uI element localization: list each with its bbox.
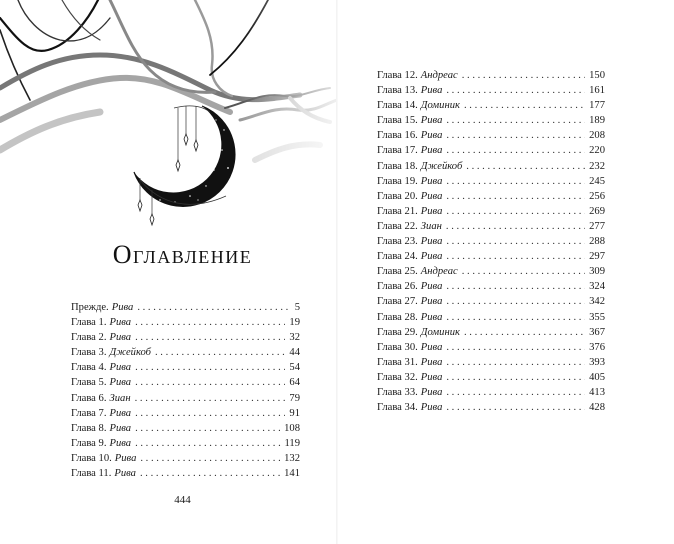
dot-leader [135, 330, 285, 345]
chapter-label: Глава 14. [377, 100, 418, 112]
dot-leader [446, 189, 585, 204]
toc-list-right [377, 68, 605, 415]
narrator-name: Рива [420, 402, 443, 414]
chapter-label: Глава 6. [71, 392, 107, 404]
page-reference: 54 [289, 362, 300, 374]
narrator-name: Рива [420, 145, 443, 157]
toc-entry [71, 436, 300, 451]
narrator-name: Доминик [420, 326, 460, 338]
chapter-label: Глава 17. [377, 145, 418, 157]
page-reference: 393 [589, 356, 605, 368]
narrator-name: Рива [420, 251, 443, 263]
toc-entry [377, 234, 605, 249]
narrator-name: Рива [420, 205, 443, 217]
toc-entry [71, 375, 300, 390]
toc-entry [377, 219, 605, 234]
toc-entry [377, 370, 605, 385]
chapter-label: Глава 24. [377, 251, 418, 263]
page-number: 444 [174, 494, 191, 506]
chapter-label: Глава 34. [377, 402, 418, 414]
narrator-name: Рива [420, 356, 443, 368]
dot-leader [446, 83, 585, 98]
chapter-label: Глава 29. [377, 326, 418, 338]
dot-leader [466, 159, 585, 174]
page-title: Оглавление [112, 240, 253, 269]
narrator-name: Рива [420, 296, 443, 308]
toc-entry [377, 355, 605, 370]
toc-entry [377, 159, 605, 174]
chapter-label: Глава 28. [377, 311, 418, 323]
page-reference: 141 [284, 468, 300, 480]
page-reference: 132 [284, 452, 300, 464]
chapter-label: Глава 7. [71, 407, 107, 419]
chapter-label: Глава 2. [71, 332, 107, 344]
toc-entry [377, 279, 605, 294]
page-reference: 177 [589, 100, 605, 112]
toc-entry [377, 400, 605, 415]
chapter-label: Глава 13. [377, 85, 418, 97]
dot-leader [446, 385, 585, 400]
dot-leader [135, 406, 285, 421]
dot-leader [446, 219, 585, 234]
narrator-name: Джейкоб [109, 347, 151, 359]
toc-entry [377, 143, 605, 158]
chapter-label: Глава 18. [377, 160, 418, 172]
dot-leader [446, 143, 585, 158]
narrator-name: Рива [109, 317, 132, 329]
dot-leader [135, 315, 285, 330]
chapter-label: Глава 19. [377, 175, 418, 187]
page-reference: 288 [589, 236, 605, 248]
narrator-name: Рива [109, 377, 132, 389]
toc-entry [71, 300, 300, 315]
narrator-name: Андреас [420, 266, 458, 278]
narrator-name: Доминик [420, 100, 460, 112]
chapter-label: Глава 3. [71, 347, 107, 359]
dot-leader [462, 68, 585, 83]
narrator-name: Рива [114, 452, 137, 464]
page-reference: 256 [589, 190, 605, 202]
toc-list-left [71, 300, 300, 481]
chapter-label: Глава 22. [377, 220, 418, 232]
dot-leader [140, 451, 280, 466]
chapter-label: Глава 5. [71, 377, 107, 389]
dot-leader [135, 436, 280, 451]
page-reference: 208 [589, 130, 605, 142]
dot-leader [464, 98, 585, 113]
narrator-name: Рива [109, 437, 132, 449]
chapter-label: Глава 31. [377, 356, 418, 368]
chapter-label: Прежде. [71, 302, 109, 313]
right-page [337, 0, 674, 544]
chapter-label: Глава 21. [377, 205, 418, 217]
page-reference: 150 [589, 70, 605, 81]
page-reference: 119 [284, 437, 300, 449]
page-reference: 277 [589, 220, 605, 232]
toc-entry [377, 264, 605, 279]
dot-leader [462, 264, 585, 279]
toc-entry [377, 385, 605, 400]
toc-entry [377, 174, 605, 189]
toc-entry [377, 340, 605, 355]
toc-entry [71, 421, 300, 436]
toc-entry [377, 83, 605, 98]
toc-entry [377, 310, 605, 325]
toc-entry [377, 189, 605, 204]
chapter-label: Глава 9. [71, 437, 107, 449]
narrator-name: Рива [420, 371, 443, 383]
dot-leader [446, 174, 585, 189]
narrator-name: Рива [109, 362, 132, 374]
page-reference: 5 [294, 302, 300, 313]
dot-leader [155, 345, 285, 360]
narrator-name: Джейкоб [420, 160, 463, 172]
toc-entry [71, 466, 300, 481]
page-reference: 324 [589, 281, 605, 293]
toc-entry [377, 98, 605, 113]
page-reference: 245 [589, 175, 605, 187]
page-reference: 220 [589, 145, 605, 157]
dot-leader [464, 325, 585, 340]
chapter-label: Глава 20. [377, 190, 418, 202]
chapter-label: Глава 23. [377, 236, 418, 248]
page-reference: 413 [589, 386, 605, 398]
narrator-name: Рива [420, 236, 443, 248]
dot-leader [137, 300, 290, 315]
dot-leader [135, 391, 286, 406]
chapter-label: Глава 33. [377, 386, 418, 398]
page-reference: 64 [289, 377, 300, 389]
page-reference: 161 [589, 85, 605, 97]
page-reference: 44 [289, 347, 300, 359]
toc-entry [377, 128, 605, 143]
toc-entry [377, 294, 605, 309]
dot-leader [446, 400, 585, 415]
toc-entry [377, 325, 605, 340]
toc-entry [71, 315, 300, 330]
chapter-label: Глава 25. [377, 266, 418, 278]
page-reference: 232 [589, 160, 605, 172]
toc-entry [71, 391, 300, 406]
narrator-name: Рива [111, 302, 134, 313]
narrator-name: Зиан [420, 220, 442, 232]
toc-entry [71, 330, 300, 345]
dot-leader [446, 340, 585, 355]
chapter-label: Глава 8. [71, 422, 107, 434]
dot-leader [446, 355, 585, 370]
dot-leader [446, 249, 585, 264]
toc-entry [71, 406, 300, 421]
dot-leader [446, 234, 585, 249]
chapter-label: Глава 15. [377, 115, 418, 127]
crescent-moon-icon [134, 106, 235, 225]
toc-entry [377, 113, 605, 128]
narrator-name: Рива [109, 332, 132, 344]
narrator-name: Рива [420, 311, 443, 323]
narrator-name: Рива [420, 85, 443, 97]
dot-leader [140, 466, 280, 481]
chapter-label: Глава 10. [71, 452, 112, 464]
narrator-name: Рива [420, 386, 443, 398]
page-reference: 91 [289, 407, 300, 419]
narrator-name: Зиан [109, 392, 131, 404]
decorative-branches-illustration [0, 0, 337, 235]
page-reference: 309 [589, 266, 605, 278]
chapter-label: Глава 4. [71, 362, 107, 374]
dot-leader [135, 360, 285, 375]
narrator-name: Рива [420, 281, 443, 293]
narrator-name: Рива [420, 341, 443, 353]
toc-entry [377, 204, 605, 219]
narrator-name: Рива [114, 468, 136, 480]
page-reference: 428 [589, 402, 605, 414]
dot-leader [446, 310, 585, 325]
page-reference: 297 [589, 251, 605, 263]
chapter-label: Глава 27. [377, 296, 418, 308]
narrator-name: Рива [420, 175, 443, 187]
page-reference: 19 [289, 317, 300, 329]
page-reference: 108 [284, 422, 300, 434]
narrator-name: Андреас [420, 70, 458, 81]
chapter-label: Глава 26. [377, 281, 418, 293]
page-reference: 342 [589, 296, 605, 308]
page-reference: 376 [589, 341, 605, 353]
dot-leader [446, 204, 585, 219]
narrator-name: Рива [109, 407, 132, 419]
page-reference: 189 [589, 115, 605, 127]
toc-entry [377, 249, 605, 264]
page-reference: 367 [589, 326, 605, 338]
page-reference: 405 [589, 371, 605, 383]
narrator-name: Рива [420, 190, 443, 202]
dot-leader [446, 113, 585, 128]
chapter-label: Глава 32. [377, 371, 418, 383]
dot-leader [135, 375, 285, 390]
narrator-name: Рива [420, 115, 443, 127]
chapter-label: Глава 16. [377, 130, 418, 142]
chapter-label: Глава 30. [377, 341, 418, 353]
dot-leader [446, 370, 585, 385]
page-reference: 355 [589, 311, 605, 323]
toc-entry [71, 345, 300, 360]
dot-leader [446, 294, 585, 309]
chapter-label: Глава 12. [377, 70, 418, 81]
page-reference: 269 [589, 205, 605, 217]
dot-leader [446, 279, 585, 294]
toc-entry [377, 68, 605, 83]
dot-leader [135, 421, 280, 436]
narrator-name: Рива [109, 422, 132, 434]
toc-entry [71, 360, 300, 375]
dot-leader [446, 128, 585, 143]
page-reference: 32 [289, 332, 300, 344]
chapter-label: Глава 1. [71, 317, 107, 329]
page-reference: 79 [289, 392, 300, 404]
chapter-label: Глава 11. [71, 468, 112, 480]
toc-entry [71, 451, 300, 466]
narrator-name: Рива [420, 130, 443, 142]
